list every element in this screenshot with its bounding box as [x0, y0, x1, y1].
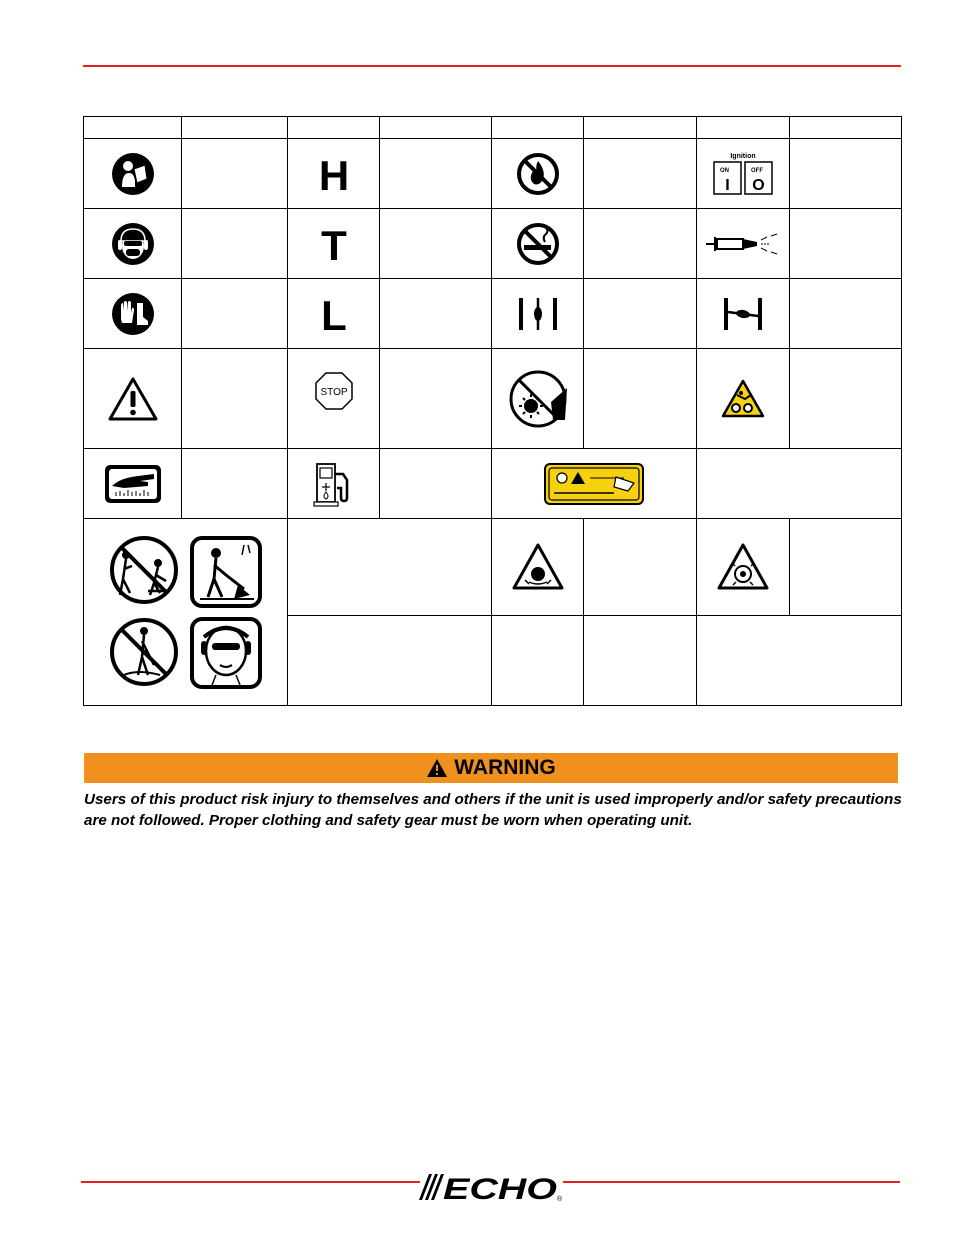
- symbol-cell: [697, 209, 790, 279]
- logo-stripes: [419, 1174, 444, 1200]
- primer-bulb-icon: [703, 231, 783, 257]
- warning-icon: [426, 758, 448, 778]
- letter-h-icon: [314, 152, 354, 196]
- description-cell: [380, 139, 492, 209]
- table-row: [84, 209, 902, 279]
- symbol-cell: [84, 449, 182, 519]
- warning-triangle-icon: [107, 375, 159, 423]
- header-rule: [83, 65, 901, 67]
- description-cell: [182, 349, 288, 449]
- description-cell: [584, 209, 697, 279]
- description-cell: [380, 349, 492, 449]
- letter-t-icon: [314, 222, 354, 266]
- table-header-row: [84, 117, 902, 139]
- description-cell-wide: [697, 616, 902, 706]
- ignition-on-label: ON: [720, 167, 729, 174]
- ignition-switch-icon: [710, 150, 776, 198]
- no-open-flame-icon: [515, 151, 561, 197]
- debris-warning-icon: [716, 542, 770, 592]
- table-row: [84, 349, 902, 449]
- gloves-boots-icon: [110, 291, 156, 337]
- symbol-cell: [288, 279, 380, 349]
- ignition-title: Ignition: [730, 152, 756, 160]
- table-row: [84, 519, 902, 616]
- letter-h: H: [318, 151, 349, 196]
- fuel-mix-icon: [313, 460, 355, 508]
- logo-wordmark: ECHO: [443, 1173, 557, 1202]
- shield-label-icon: [544, 463, 644, 505]
- operator-safety-cell: [84, 519, 288, 706]
- symbol-cell: [492, 279, 584, 349]
- header-cell: [697, 117, 790, 139]
- symbol-cell: [288, 449, 380, 519]
- description-cell: [584, 279, 697, 349]
- symbol-cell: [492, 349, 584, 449]
- description-cell: [790, 519, 902, 616]
- symbol-cell: [697, 139, 790, 209]
- description-cell: [584, 139, 697, 209]
- stop-sign-icon: [314, 371, 354, 411]
- read-manual-icon: [110, 151, 156, 197]
- description-cell: [584, 616, 697, 706]
- symbol-cell: [492, 209, 584, 279]
- letter-l: L: [320, 291, 347, 336]
- table-row: [84, 279, 902, 349]
- symbol-cell: [84, 349, 182, 449]
- symbol-cell: [492, 616, 584, 706]
- description-cell: [182, 139, 288, 209]
- header-cell: [182, 117, 288, 139]
- operator-safety-pictograms: [108, 533, 264, 691]
- ignition-on-symbol: I: [725, 176, 730, 194]
- letter-l-icon: [314, 292, 354, 336]
- description-cell: [380, 209, 492, 279]
- description-cell: [790, 349, 902, 449]
- ignition-off-symbol: O: [752, 176, 765, 194]
- symbol-cell: [288, 139, 380, 209]
- registered-mark: ®: [557, 1196, 563, 1202]
- description-cell-wide: [288, 519, 492, 616]
- symbol-table: [83, 116, 902, 706]
- letter-t: T: [320, 221, 347, 266]
- hand-caution-icon: [104, 464, 162, 504]
- header-cell: [380, 117, 492, 139]
- warning-text: Users of this product risk injury to themselves and others if the unit is used improperly and/or safety precautions are not followed. Proper clothing and safety gear must be worn when operating unit.: [84, 791, 902, 829]
- symbol-cell: [288, 209, 380, 279]
- symbol-cell: [84, 209, 182, 279]
- symbol-cell: [288, 349, 380, 449]
- warning-banner: [84, 753, 898, 783]
- symbol-cell: [492, 139, 584, 209]
- warning-label: WARNING: [454, 756, 556, 779]
- symbol-cell: [697, 279, 790, 349]
- echo-logo: [417, 1168, 565, 1202]
- description-cell: [182, 449, 288, 519]
- description-cell: [584, 349, 697, 449]
- header-cell: [492, 117, 584, 139]
- symbol-cell: [492, 519, 584, 616]
- description-cell-wide: [697, 449, 902, 519]
- description-cell: [182, 279, 288, 349]
- stop-sign-label: STOP: [319, 387, 348, 398]
- table-row: [84, 449, 902, 519]
- no-smoking-icon: [515, 221, 561, 267]
- description-cell: [790, 139, 902, 209]
- choke-open-icon: [515, 294, 561, 334]
- description-cell: [790, 209, 902, 279]
- symbol-cell: [697, 519, 790, 616]
- footer-rule-right: [563, 1181, 900, 1183]
- blade-thrust-warning-icon: [511, 542, 565, 592]
- header-cell: [584, 117, 697, 139]
- description-cell: [182, 209, 288, 279]
- header-cell: [84, 117, 182, 139]
- footer-rule-left: [81, 1181, 420, 1183]
- description-cell: [380, 279, 492, 349]
- header-cell: [288, 117, 380, 139]
- symbol-cell: [84, 139, 182, 209]
- table-row: [84, 139, 902, 209]
- symbol-cell: [84, 279, 182, 349]
- thrown-objects-icon: [505, 366, 571, 432]
- header-cell: [790, 117, 902, 139]
- description-cell-wide: [288, 616, 492, 706]
- description-cell: [380, 449, 492, 519]
- head-protection-icon: [110, 221, 156, 267]
- ignition-off-label: OFF: [751, 167, 763, 174]
- symbol-cell: [697, 349, 790, 449]
- description-cell: [584, 519, 697, 616]
- description-cell: [790, 279, 902, 349]
- symbol-cell-wide: [492, 449, 697, 519]
- rotating-blade-warning-icon: [721, 379, 765, 419]
- choke-closed-icon: [720, 294, 766, 334]
